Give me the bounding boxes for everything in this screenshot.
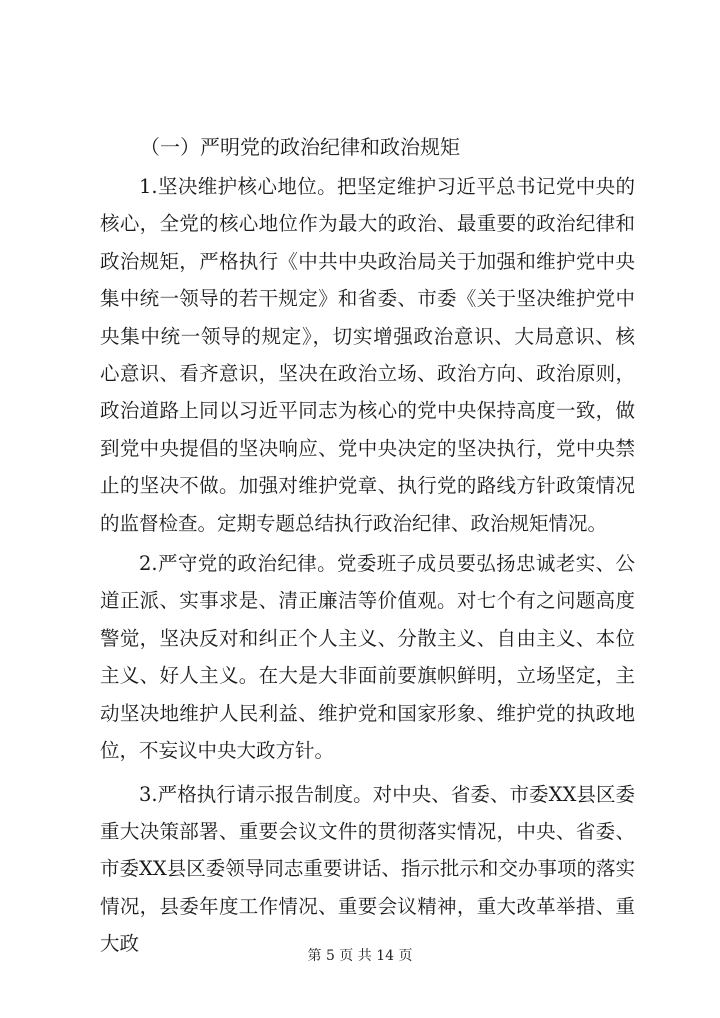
paragraph-2: 2.严守党的政治纪律。党委班子成员要弘扬忠诚老实、公道正派、实事求是、清正廉洁等价值观。对七个有之问题高度警觉，坚决反对和纠正个人主义、分散主义、自由主义、本位主义、好人主义。在大是大非面前要旗帜鲜明，立场坚定，主动坚决地维护人民利益、维护党和国家形象、维护党的执政地位，不妄议中央大政方针。: [100, 552, 635, 763]
paragraph-1: 1.坚决维护核心地位。把坚定维护习近平总书记党中央的核心，全党的核心地位作为最大的政治、最重要的政治纪律和政治规矩，严格执行《中共中央政治局关于加强和维护党中央集中统一领导的若干规定》和省委、市委《关于坚决维护党中央集中统一领导的规定》，切实增强政治意识、大局意识、核心意识、看齐意识，坚决在政治立场、政治方向、政治原则，政治道路上同以习近平同志为核心的党中央保持高度一致，做到党中央提倡的坚决响应、党中央决定的坚决执行，党中央禁止的坚决不做。加强对维护党章、执行党的路线方针政策情况的监督检查。定期专题总结执行政治纪律、政治规矩情况。: [100, 175, 635, 535]
section-heading: （一）严明党的政治纪律和政治规矩: [140, 135, 460, 159]
page-footer: 第 5 页 共 14 页: [307, 948, 413, 964]
paragraph-3: 3.严格执行请示报告制度。对中央、省委、市委XX县区委重大决策部署、重要会议文件的贯彻落实情况，中央、省委、市委XX县区委领导同志重要讲话、指示批示和交办事项的落实情况，县委年度工作情况、重要会议精神，重大改革举措、重大政: [100, 782, 635, 956]
document-body: [100, 128, 635, 963]
